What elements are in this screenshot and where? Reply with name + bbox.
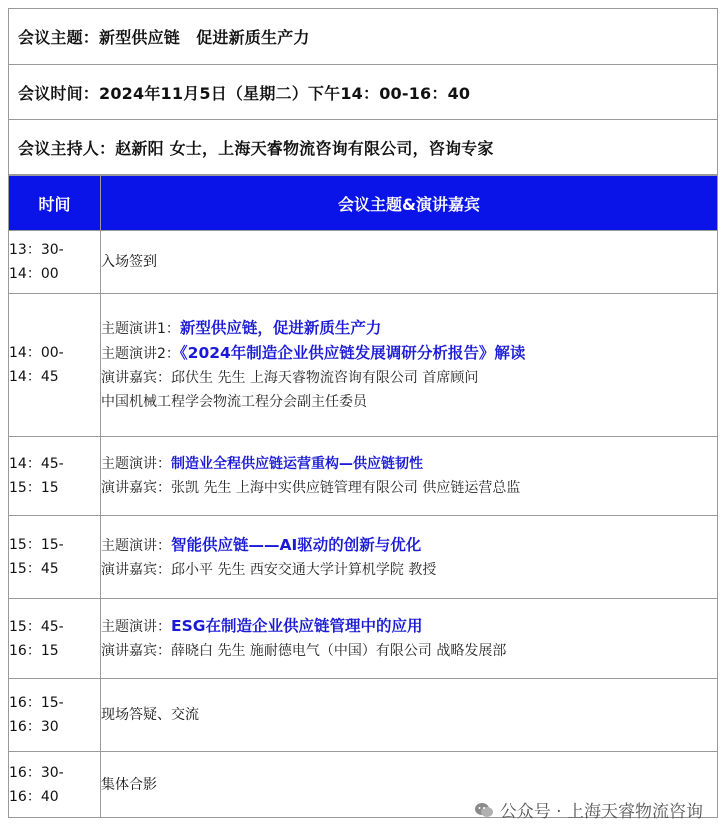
table-row	[9, 231, 718, 294]
header-time: 时间	[9, 176, 101, 231]
speaker-line: 演讲嘉宾：薛晓白 先生 施耐德电气（中国）有限公司 战略发展部	[101, 643, 507, 659]
time-cell: 15：45- 16：15	[9, 599, 101, 679]
time-cell: 16：30- 16：40	[9, 752, 101, 818]
footer-text: 公众号 · 上海天睿物流咨询	[499, 802, 703, 822]
topic-title: 新型供应链，促进新质生产力	[179, 319, 382, 337]
agenda-table	[8, 175, 718, 818]
time-cell: 14：00- 14：45	[9, 294, 101, 437]
topic-line: 主题演讲：制造业全程供应链运营重构—供应链韧性	[101, 456, 423, 472]
topic-line: 主题演讲1：新型供应链，促进新质生产力	[101, 319, 382, 337]
item-label: 现场答疑、交流	[101, 707, 199, 723]
time-cell: 14：45- 15：15	[9, 437, 101, 516]
content-cell	[101, 231, 718, 294]
time-cell: 13：30- 14：00	[9, 231, 101, 294]
item-label: 集体合影	[101, 776, 157, 793]
table-row	[9, 679, 718, 752]
content-cell	[101, 679, 718, 752]
wechat-footer	[474, 797, 703, 822]
topic-title: 制造业全程供应链运营重构—供应链韧性	[171, 456, 423, 472]
item-label: 入场签到	[101, 254, 157, 270]
content-cell	[101, 599, 718, 679]
speaker-line: 演讲嘉宾：张凯 先生 上海中实供应链管理有限公司 供应链运营总监	[101, 480, 521, 496]
header-topic: 会议主题&演讲嘉宾	[101, 176, 718, 231]
meeting-topic: 会议主题：新型供应链 促进新质生产力	[8, 8, 718, 65]
table-row	[9, 599, 718, 679]
content-cell	[101, 437, 718, 516]
wechat-icon	[474, 802, 494, 818]
agenda-sheet	[8, 8, 718, 818]
time-cell: 15：15- 15：45	[9, 516, 101, 599]
speaker-line: 演讲嘉宾：邱小平 先生 西安交通大学计算机学院 教授	[101, 561, 437, 578]
topic-line: 主题演讲：智能供应链——AI驱动的创新与优化	[101, 535, 422, 554]
table-row	[9, 294, 718, 437]
time-cell: 16：15- 16：30	[9, 679, 101, 752]
topic-title: ESG在制造企业供应链管理中的应用	[171, 617, 423, 635]
content-cell	[101, 516, 718, 599]
meeting-host: 会议主持人：赵新阳 女士，上海天睿物流咨询有限公司，咨询专家	[8, 120, 718, 175]
speaker-line: 演讲嘉宾：邱伏生 先生 上海天睿物流咨询有限公司 首席顾问	[101, 370, 479, 386]
table-row	[9, 437, 718, 516]
topic-title: 《2024年制造企业供应链发展调研分析报告》解读	[179, 344, 526, 362]
topic-line: 主题演讲2：《2024年制造企业供应链发展调研分析报告》解读	[101, 344, 526, 362]
content-cell	[101, 294, 718, 437]
table-row	[9, 516, 718, 599]
agenda-header-row	[9, 176, 718, 231]
topic-line: 主题演讲：ESG在制造企业供应链管理中的应用	[101, 617, 423, 635]
meeting-time: 会议时间：2024年11月5日（星期二）下午14：00-16：40	[8, 65, 718, 120]
topic-title: 智能供应链——AI驱动的创新与优化	[171, 535, 422, 554]
speaker-line: 中国机械工程学会物流工程分会副主任委员	[101, 394, 367, 410]
